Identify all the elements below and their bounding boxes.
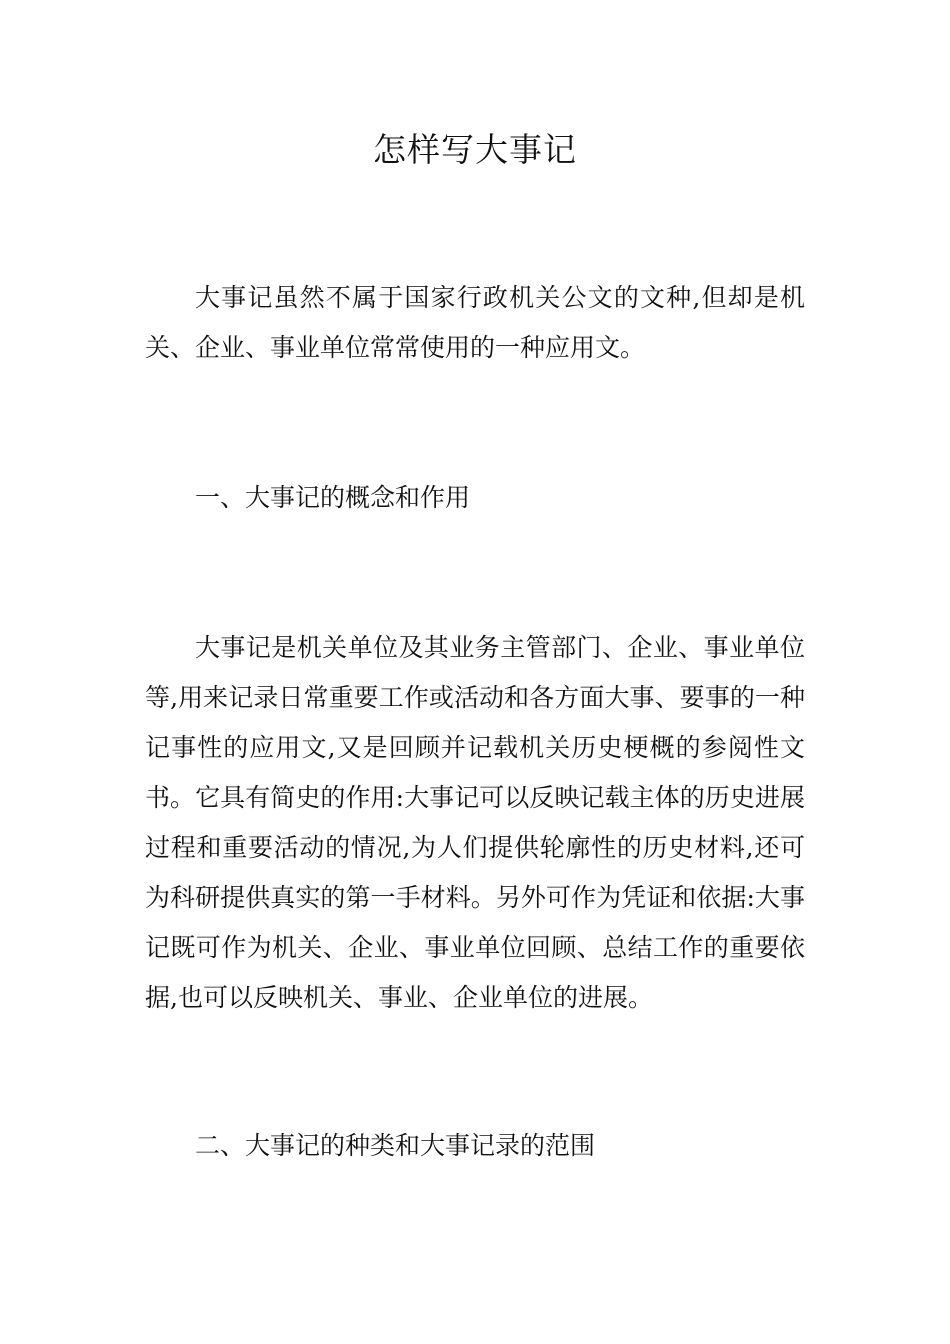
section-heading-concept: 一、大事记的概念和作用 [195, 483, 471, 512]
section-heading-types: 二、大事记的种类和大事记录的范围 [195, 1131, 596, 1160]
intro-paragraph: 大事记虽然不属于国家行政机关公文的文种,但却是机关、企业、事业单位常常使用的一种应用文。 [145, 283, 805, 362]
document-title: 怎样写大事记 [373, 130, 577, 169]
section-body-concept: 大事记是机关单位及其业务主管部门、企业、事业单位等,用来记录日常重要工作或活动和各方面大事、要事的一种记事性的应用文,又是回顾并记载机关历史梗概的参阅性文书。它具有简史的作用:大事记可以反映记载主体的历史进展过程和重要活动的情况,为人们提供轮廓性的历史材料,还可为科研提供真实的第一手材料。另外可作为凭证和依据:大事记既可作为机关、企业、事业单位回顾、总结工作的重要依据,也可以反映机关、事业、企业单位的进展。 [145, 633, 805, 1012]
